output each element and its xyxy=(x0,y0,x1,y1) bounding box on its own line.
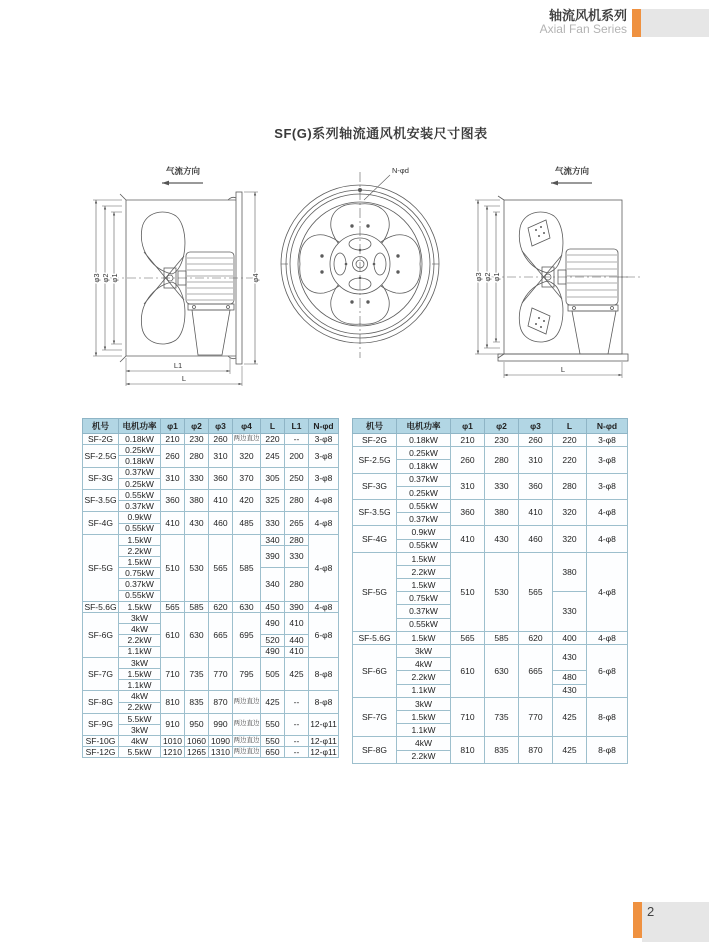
cell-L1: 280 xyxy=(285,489,309,511)
cell-phi2: 430 xyxy=(485,526,519,552)
table-row xyxy=(83,713,339,724)
cell-power: 0.25kW xyxy=(119,445,161,456)
cell-phi1: 210 xyxy=(161,434,185,445)
cell-power: 0.55kW xyxy=(119,590,161,601)
cell-L: 425 xyxy=(553,697,587,737)
cell-power: 0.25kW xyxy=(397,447,451,460)
cell-phi4: 两边直边 xyxy=(233,713,261,735)
cell-power: 1.5kW xyxy=(397,710,451,723)
cell-model: SF-2G xyxy=(353,434,397,447)
cell-phi2: 330 xyxy=(485,473,519,499)
cell-phi2: 630 xyxy=(185,613,209,658)
table-row xyxy=(83,613,339,624)
cell-power: 0.18kW xyxy=(397,460,451,473)
cell-model: SF-7G xyxy=(353,697,397,737)
cell-model: SF-6G xyxy=(83,613,119,658)
cell-phi4: 585 xyxy=(233,534,261,601)
cell-phi2: 380 xyxy=(185,489,209,511)
cell-power: 3kW xyxy=(119,724,161,735)
cell-L: 490 xyxy=(261,613,285,635)
cell-L: 550 xyxy=(261,713,285,735)
cell-L1: -- xyxy=(285,713,309,735)
fan-front-view xyxy=(278,160,444,376)
cell-phi3: 260 xyxy=(519,434,553,447)
cell-n-phid: 3-φ8 xyxy=(587,473,628,499)
cell-L1: -- xyxy=(285,736,309,747)
cell-phi2: 330 xyxy=(185,467,209,489)
cell-phi1: 510 xyxy=(161,534,185,601)
cell-L1: 200 xyxy=(285,445,309,467)
cell-power: 2.2kW xyxy=(119,702,161,713)
cell-L1: 280 xyxy=(285,534,309,545)
cell-phi4: 370 xyxy=(233,467,261,489)
cell-n-phid: 4-φ8 xyxy=(309,512,339,534)
cell-power: 0.55kW xyxy=(397,618,451,631)
cell-L1: 250 xyxy=(285,467,309,489)
cell-n-phid: 4-φ8 xyxy=(309,489,339,511)
cell-power: 0.37kW xyxy=(119,579,161,590)
cell-model: SF-3.5G xyxy=(83,489,119,511)
table-row xyxy=(83,736,339,747)
cell-power: 0.55kW xyxy=(397,499,451,512)
left-spec-table xyxy=(82,418,339,758)
dim-phi1-label: φ1 xyxy=(110,273,119,283)
cell-phi4: 两边直边 xyxy=(233,736,261,747)
col-header: φ2 xyxy=(185,419,209,434)
cell-phi2: 1060 xyxy=(185,736,209,747)
table-row xyxy=(83,601,339,612)
page-title: SF(G)系列轴流通风机安装尺寸图表 xyxy=(274,126,488,141)
cell-power: 0.37kW xyxy=(119,501,161,512)
cell-phi1: 810 xyxy=(161,691,185,713)
table-row xyxy=(83,657,339,668)
cell-n-phid: 3-φ8 xyxy=(309,445,339,467)
cell-model: SF-5.6G xyxy=(353,631,397,644)
cell-power: 0.75kW xyxy=(119,568,161,579)
cell-phi1: 910 xyxy=(161,713,185,735)
cell-power: 3kW xyxy=(397,645,451,658)
cell-power: 0.75kW xyxy=(397,592,451,605)
table-row xyxy=(83,747,339,758)
dim-l1-label: L1 xyxy=(173,361,183,370)
cell-power: 2.2kW xyxy=(397,565,451,578)
cell-phi3: 620 xyxy=(519,631,553,644)
cell-phi2: 530 xyxy=(485,552,519,631)
table-row xyxy=(353,447,628,460)
cell-L: 650 xyxy=(261,747,285,758)
col-header: 电机功率 xyxy=(397,419,451,434)
page-number: 2 xyxy=(647,904,655,919)
cell-phi2: 630 xyxy=(485,645,519,698)
series-title-en: Axial Fan Series xyxy=(539,22,627,36)
cell-phi2: 950 xyxy=(185,713,209,735)
cell-power: 1.5kW xyxy=(119,534,161,545)
cell-phi3: 990 xyxy=(209,713,233,735)
fan-side-view-plain xyxy=(470,158,656,390)
cell-L1: 410 xyxy=(285,613,309,635)
cell-power: 1.5kW xyxy=(397,631,451,644)
table-row xyxy=(83,512,339,523)
cell-power: 0.37kW xyxy=(397,605,451,618)
cell-phi1: 410 xyxy=(451,526,485,552)
cell-L: 325 xyxy=(261,489,285,511)
cell-power: 4kW xyxy=(397,737,451,750)
cell-L1: 265 xyxy=(285,512,309,534)
cell-phi2: 835 xyxy=(185,691,209,713)
table-row xyxy=(353,737,628,750)
cell-phi4: 420 xyxy=(233,489,261,511)
cell-phi3: 565 xyxy=(209,534,233,601)
cell-n-phid: 4-φ8 xyxy=(587,499,628,525)
cell-power: 0.18kW xyxy=(397,434,451,447)
cell-phi2: 585 xyxy=(485,631,519,644)
cell-phi3: 620 xyxy=(209,601,233,612)
cell-phi1: 510 xyxy=(451,552,485,631)
cell-power: 0.55kW xyxy=(397,539,451,552)
cell-L: 400 xyxy=(553,631,587,644)
cell-power: 2.2kW xyxy=(397,671,451,684)
cell-phi4: 695 xyxy=(233,613,261,658)
cell-model: SF-3G xyxy=(83,467,119,489)
dim-phi3-label: φ3 xyxy=(474,272,483,282)
cell-phi3: 665 xyxy=(519,645,553,698)
fan-side-view-flanged xyxy=(86,158,268,390)
cell-L: 430 xyxy=(553,684,587,697)
cell-n-phid: 12-φ11 xyxy=(309,713,339,735)
cell-phi1: 810 xyxy=(451,737,485,763)
table-row xyxy=(353,473,628,486)
airflow-label: 气流方向 xyxy=(165,166,201,176)
cell-power: 5.5kW xyxy=(119,747,161,758)
cell-phi4: 795 xyxy=(233,657,261,691)
n-phid-label: N-φd xyxy=(392,166,409,175)
cell-L: 340 xyxy=(261,534,285,545)
cell-phi3: 360 xyxy=(209,467,233,489)
cell-L: 425 xyxy=(261,691,285,713)
cell-n-phid: 8-φ8 xyxy=(309,691,339,713)
cell-model: SF-3.5G xyxy=(353,499,397,525)
cell-L: 245 xyxy=(261,445,285,467)
cell-L1: 440 xyxy=(285,635,309,646)
cell-L: 480 xyxy=(553,671,587,684)
cell-phi1: 1010 xyxy=(161,736,185,747)
table-row xyxy=(353,526,628,539)
table-row xyxy=(353,434,628,447)
cell-phi1: 210 xyxy=(451,434,485,447)
cell-power: 4kW xyxy=(119,691,161,702)
table-row xyxy=(83,467,339,478)
header-row xyxy=(353,419,628,434)
cell-phi3: 870 xyxy=(519,737,553,763)
col-header: N-φd xyxy=(587,419,628,434)
airflow-label: 气流方向 xyxy=(554,166,590,176)
cell-phi2: 735 xyxy=(185,657,209,691)
cell-L: 320 xyxy=(553,526,587,552)
dim-phi4-label: φ4 xyxy=(251,273,260,283)
dim-phi2-label: φ2 xyxy=(101,273,110,283)
dim-phi3-label: φ3 xyxy=(92,273,101,283)
cell-power: 1.5kW xyxy=(397,552,451,565)
cell-phi3: 770 xyxy=(519,697,553,737)
cell-power: 4kW xyxy=(119,624,161,635)
cell-L1: -- xyxy=(285,691,309,713)
cell-L: 430 xyxy=(553,645,587,671)
cell-model: SF-8G xyxy=(353,737,397,763)
table-row xyxy=(353,499,628,512)
header-row xyxy=(83,419,339,434)
dim-phi1-label: φ1 xyxy=(492,272,501,282)
cell-phi3: 460 xyxy=(209,512,233,534)
cell-phi3: 870 xyxy=(209,691,233,713)
footer-accent-bar xyxy=(633,902,642,938)
cell-phi2: 735 xyxy=(485,697,519,737)
cell-power: 0.37kW xyxy=(397,513,451,526)
cell-power: 1.5kW xyxy=(119,557,161,568)
series-title-zh: 轴流风机系列 xyxy=(548,8,627,23)
col-header: φ4 xyxy=(233,419,261,434)
cell-n-phid: 4-φ8 xyxy=(309,601,339,612)
cell-L: 505 xyxy=(261,657,285,691)
cell-phi2: 280 xyxy=(485,447,519,473)
cell-power: 3kW xyxy=(119,613,161,624)
cell-power: 2.2kW xyxy=(119,545,161,556)
cell-n-phid: 12-φ11 xyxy=(310,747,337,758)
cell-power: 1.5kW xyxy=(397,579,451,592)
cell-n-phid: 12-φ11 xyxy=(310,735,337,746)
table-row xyxy=(83,434,339,445)
cell-power: 2.2kW xyxy=(397,750,451,763)
cell-model: SF-2.5G xyxy=(353,447,397,473)
cell-L: 340 xyxy=(261,568,285,602)
cell-L1: 390 xyxy=(285,601,309,612)
cell-power: 2.2kW xyxy=(119,635,161,646)
cell-L1: 280 xyxy=(285,568,309,602)
cell-model: SF-6G xyxy=(353,645,397,698)
dim-l-label: L xyxy=(181,374,187,383)
cell-phi1: 565 xyxy=(451,631,485,644)
cell-phi2: 380 xyxy=(485,499,519,525)
cell-L: 390 xyxy=(261,545,285,567)
cell-phi1: 260 xyxy=(161,445,185,467)
cell-model: SF-5.6G xyxy=(84,601,117,612)
table-row xyxy=(83,691,339,702)
cell-L1: 425 xyxy=(285,657,309,691)
cell-phi1: 565 xyxy=(161,601,185,612)
cell-phi2: 280 xyxy=(185,445,209,467)
cell-n-phid: 3-φ8 xyxy=(309,467,339,489)
cell-L: 330 xyxy=(553,592,587,632)
col-header: φ3 xyxy=(209,419,233,434)
cell-power: 0.37kW xyxy=(119,467,161,478)
cell-phi3: 460 xyxy=(519,526,553,552)
cell-phi3: 360 xyxy=(519,473,553,499)
cell-n-phid: 8-φ8 xyxy=(587,697,628,737)
col-header: 机号 xyxy=(83,419,119,434)
table-row xyxy=(83,445,339,456)
col-header: L xyxy=(261,419,285,434)
cell-model: SF-5G xyxy=(353,552,397,631)
cell-L: 280 xyxy=(553,473,587,499)
table-row xyxy=(353,552,628,565)
cell-model: SF-4G xyxy=(353,526,397,552)
cell-model: SF-2.5G xyxy=(83,445,119,467)
table-row xyxy=(353,697,628,710)
cell-L: 490 xyxy=(261,646,285,657)
cell-L1: 330 xyxy=(285,545,309,567)
cell-phi2: 835 xyxy=(485,737,519,763)
col-header: φ1 xyxy=(451,419,485,434)
cell-phi1: 310 xyxy=(161,467,185,489)
cell-power: 0.55kW xyxy=(119,523,161,534)
cell-phi1: 610 xyxy=(451,645,485,698)
right-spec-table xyxy=(352,418,628,764)
cell-model: SF-8G xyxy=(83,691,119,713)
cell-model: SF-9G xyxy=(83,713,119,735)
cell-phi3: 770 xyxy=(209,657,233,691)
cell-n-phid: 3-φ8 xyxy=(587,434,628,447)
cell-phi4: 630 xyxy=(233,601,261,612)
cell-phi1: 410 xyxy=(161,512,185,534)
cell-phi3: 1310 xyxy=(209,747,233,758)
cell-phi3: 310 xyxy=(519,447,553,473)
header-accent-bar xyxy=(632,9,641,37)
cell-L: 520 xyxy=(261,635,285,646)
cell-L1: -- xyxy=(285,747,309,758)
header-gray-band xyxy=(641,9,709,37)
cell-power: 0.9kW xyxy=(119,512,161,523)
cell-phi3: 1090 xyxy=(209,736,233,747)
cell-phi1: 710 xyxy=(451,697,485,737)
col-header: L1 xyxy=(285,419,309,434)
dim-l-label: L xyxy=(560,365,566,374)
cell-power: 0.55kW xyxy=(119,489,161,500)
cell-phi4: 320 xyxy=(233,445,261,467)
cell-phi3: 260 xyxy=(209,434,233,445)
cell-phi4: 485 xyxy=(233,512,261,534)
cell-phi1: 310 xyxy=(451,473,485,499)
table-row xyxy=(83,534,339,545)
cell-power: 1.5kW xyxy=(119,668,161,679)
cell-phi2: 1265 xyxy=(185,747,209,758)
cell-model: SF-3G xyxy=(353,473,397,499)
cell-power: 0.25kW xyxy=(119,478,161,489)
cell-L: 425 xyxy=(553,737,587,763)
cell-phi2: 430 xyxy=(185,512,209,534)
cell-model: SF-2G xyxy=(83,434,119,445)
cell-phi1: 260 xyxy=(451,447,485,473)
cell-power: 3kW xyxy=(119,657,161,668)
cell-power: 0.18kW xyxy=(119,434,161,445)
cell-power: 3kW xyxy=(397,697,451,710)
col-header: 机号 xyxy=(353,419,397,434)
cell-n-phid: 3-φ8 xyxy=(587,447,628,473)
col-header: φ1 xyxy=(161,419,185,434)
col-header: N-φd xyxy=(309,419,339,434)
cell-n-phid: 6-φ8 xyxy=(587,645,628,698)
cell-power: 0.37kW xyxy=(397,473,451,486)
cell-L: 550 xyxy=(261,736,285,747)
cell-phi1: 1210 xyxy=(161,747,185,758)
cell-phi1: 360 xyxy=(451,499,485,525)
cell-L: 320 xyxy=(553,499,587,525)
cell-phi2: 230 xyxy=(485,434,519,447)
cell-phi3: 410 xyxy=(519,499,553,525)
cell-model: SF-12G xyxy=(83,747,119,758)
table-row xyxy=(353,631,628,644)
cell-n-phid: 4-φ8 xyxy=(309,534,339,601)
cell-phi3: 565 xyxy=(519,552,553,631)
col-header: φ3 xyxy=(519,419,553,434)
cell-power: 1.1kW xyxy=(119,680,161,691)
cell-phi4: 两边直边 xyxy=(233,434,261,445)
cell-phi2: 585 xyxy=(185,601,209,612)
cell-phi1: 360 xyxy=(161,489,185,511)
cell-L: 220 xyxy=(261,434,285,445)
cell-phi2: 230 xyxy=(185,434,209,445)
cell-phi4: 两边直边 xyxy=(233,747,261,758)
cell-model: SF-10G xyxy=(83,736,119,747)
cell-power: 4kW xyxy=(397,658,451,671)
cell-n-phid: 8-φ8 xyxy=(309,657,339,691)
cell-phi2: 530 xyxy=(185,534,209,601)
table-row xyxy=(83,489,339,500)
cell-power: 1.1kW xyxy=(397,724,451,737)
cell-n-phid: 3-φ8 xyxy=(309,434,339,445)
cell-n-phid: 4-φ8 xyxy=(587,631,628,644)
cell-power: 4kW xyxy=(119,736,161,747)
cell-L1: -- xyxy=(285,434,309,445)
cell-n-phid: 6-φ8 xyxy=(309,613,339,658)
cell-phi1: 710 xyxy=(161,657,185,691)
cell-L: 305 xyxy=(261,467,285,489)
cell-phi3: 665 xyxy=(209,613,233,658)
cell-model: SF-5G xyxy=(83,534,119,601)
cell-L1: 410 xyxy=(285,646,309,657)
cell-L: 450 xyxy=(261,601,285,612)
col-header: 电机功率 xyxy=(119,419,161,434)
col-header: L xyxy=(553,419,587,434)
cell-L: 380 xyxy=(553,552,587,592)
cell-power: 0.18kW xyxy=(119,456,161,467)
cell-n-phid: 8-φ8 xyxy=(587,737,628,763)
cell-phi3: 310 xyxy=(209,445,233,467)
cell-power: 0.9kW xyxy=(397,526,451,539)
cell-power: 5.5kW xyxy=(119,713,161,724)
cell-phi1: 610 xyxy=(161,613,185,658)
cell-L: 330 xyxy=(261,512,285,534)
table-row xyxy=(353,645,628,658)
cell-model: SF-4G xyxy=(83,512,119,534)
col-header: φ2 xyxy=(485,419,519,434)
cell-power: 1.1kW xyxy=(397,684,451,697)
cell-phi3: 410 xyxy=(209,489,233,511)
dim-phi2-label: φ2 xyxy=(483,272,492,282)
cell-phi4: 两边直边 xyxy=(233,691,261,713)
cell-power: 1.5kW xyxy=(119,601,161,612)
cell-model: SF-7G xyxy=(83,657,119,691)
cell-power: 0.25kW xyxy=(397,486,451,499)
cell-L: 220 xyxy=(553,434,587,447)
cell-power: 1.1kW xyxy=(119,646,161,657)
cell-L: 220 xyxy=(553,447,587,473)
cell-n-phid: 4-φ8 xyxy=(587,552,628,631)
cell-n-phid: 4-φ8 xyxy=(587,526,628,552)
